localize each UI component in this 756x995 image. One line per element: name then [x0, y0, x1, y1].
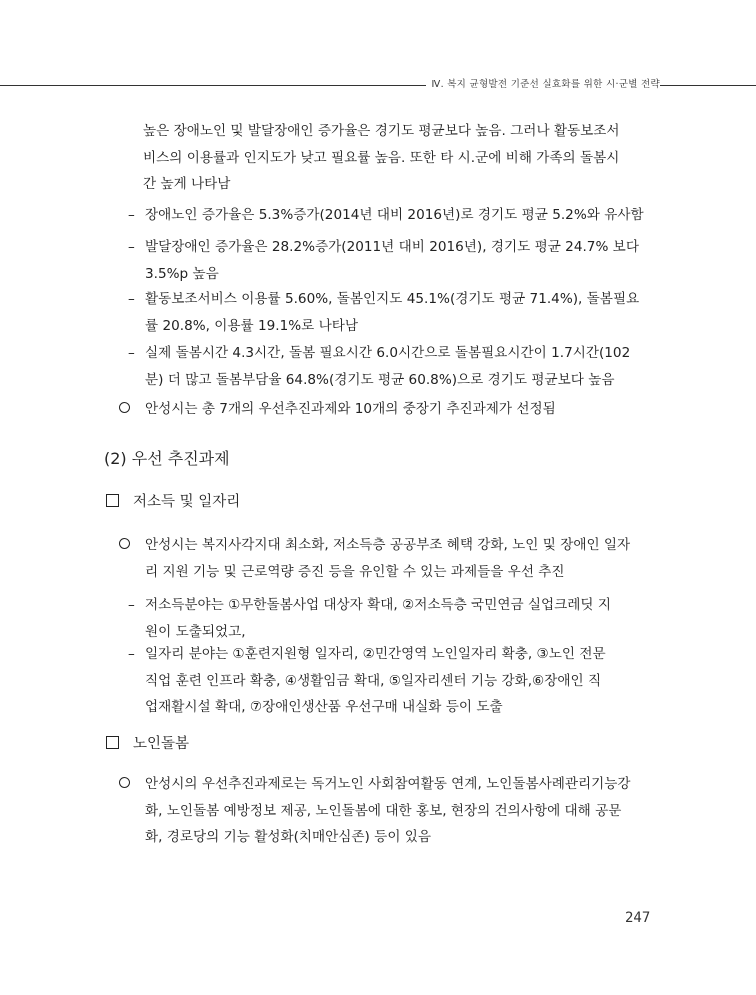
intro-paragraph	[143, 118, 620, 198]
text-line: 안성시는 총 7개의 우선추진과제와 10개의 중장기 추진과제가 선정됨	[145, 401, 556, 417]
text-line: 업재활시설 확대, ⑦장애인생산품 우선구매 내실화 등이 도출	[145, 699, 503, 715]
text-line: 리 지원 기능 및 근로역량 증진 등을 유인할 수 있는 과제들을 우선 추진	[145, 563, 565, 580]
dash-item	[145, 592, 611, 645]
text-line: 활동보조서비스 이용률 5.60%, 돌봄인지도 45.1%(경기도 평균 71.4%), 돌봄필요	[145, 291, 640, 307]
text-line: 화, 노인돌봄 예방정보 제공, 노인돌봄에 대한 홍보, 현장의 건의사항에 대해 공문	[145, 802, 622, 819]
text-line: 발달장애인 증가율은 28.2%증가(2011년 대비 2016년), 경기도 평균 24.7% 보다	[145, 239, 639, 255]
text-line: 높은 장애노인 및 발달장애인 증가율은 경기도 평균보다 높음. 그러나 활동보조서	[143, 123, 620, 139]
square-bullet-icon	[106, 736, 119, 749]
text-line: 실제 돌봄시간 4.3시간, 돌봄 필요시간 6.0시간으로 돌봄필요시간이 1.7시간(102	[145, 345, 631, 361]
text-line: 저소득분야는 ①무한돌봄사업 대상자 확대, ②저소득층 국민연금 실업크레딧 지	[145, 597, 612, 613]
text-line: 분) 더 많고 돌봄부담율 64.8%(경기도 평균 60.8%)으로 경기도 평균보다 높음	[145, 371, 615, 388]
circle-item	[145, 771, 631, 851]
text-line: 직업 훈련 인프라 확충, ④생활임금 확대, ⑤일자리센터 기능 강화,⑥장애인 직	[145, 672, 602, 689]
dash-marker: –	[128, 597, 135, 613]
square-bullet-icon	[106, 494, 119, 507]
text-line: 화, 경로당의 기능 활성화(치매안심존) 등이 있음	[145, 829, 432, 845]
circle-item	[145, 396, 556, 423]
dash-item	[145, 641, 606, 721]
text-line: 3.5%p 높음	[145, 265, 219, 282]
circle-bullet-icon	[119, 532, 130, 559]
subsection-heading	[106, 489, 240, 515]
section-title: (2) 우선 추진과제	[104, 449, 230, 468]
subsection-heading	[106, 731, 189, 757]
dash-item	[145, 202, 644, 229]
text-line: 장애노인 증가율은 5.3%증가(2014년 대비 2016년)로 경기도 평균 5.2%와 유사함	[145, 207, 644, 223]
subsection-title: 저소득 및 일자리	[133, 494, 241, 510]
dash-marker: –	[128, 207, 135, 223]
dash-item	[145, 234, 639, 287]
text-line: 안성시의 우선추진과제로는 독거노인 사회참여활동 연계, 노인돌봄사례관리기능강	[145, 776, 631, 792]
dash-item	[145, 286, 639, 339]
dash-marker: –	[128, 239, 135, 255]
page-number: 247	[625, 910, 651, 926]
text-line: 일자리 분야는 ①훈련지원형 일자리, ②민간영역 노인일자리 확충, ③노인 전문	[145, 646, 606, 662]
text-line: 비스의 이용률과 인지도가 낮고 필요률 높음. 또한 타 시.군에 비해 가족의 돌봄시	[143, 149, 620, 166]
circle-item	[145, 532, 630, 585]
dash-item	[145, 340, 630, 393]
dash-marker: –	[128, 291, 135, 307]
circle-bullet-icon	[119, 771, 130, 798]
text-line: 안성시는 복지사각지대 최소화, 저소득층 공공부조 혜택 강화, 노인 및 장애인 일자	[145, 537, 631, 553]
subsection-title: 노인돌봄	[133, 736, 190, 752]
running-title: Ⅳ. 복지 균형발전 기준선 실효화를 위한 시·군별 전략	[426, 76, 661, 90]
dash-marker: –	[128, 646, 135, 662]
text-line: 간 높게 나타남	[143, 176, 231, 192]
dash-marker: –	[128, 345, 135, 361]
circle-bullet-icon	[119, 396, 130, 423]
text-line: 률 20.8%, 이용률 19.1%로 나타남	[145, 317, 359, 334]
text-line: 원이 도출되었고,	[145, 623, 246, 640]
